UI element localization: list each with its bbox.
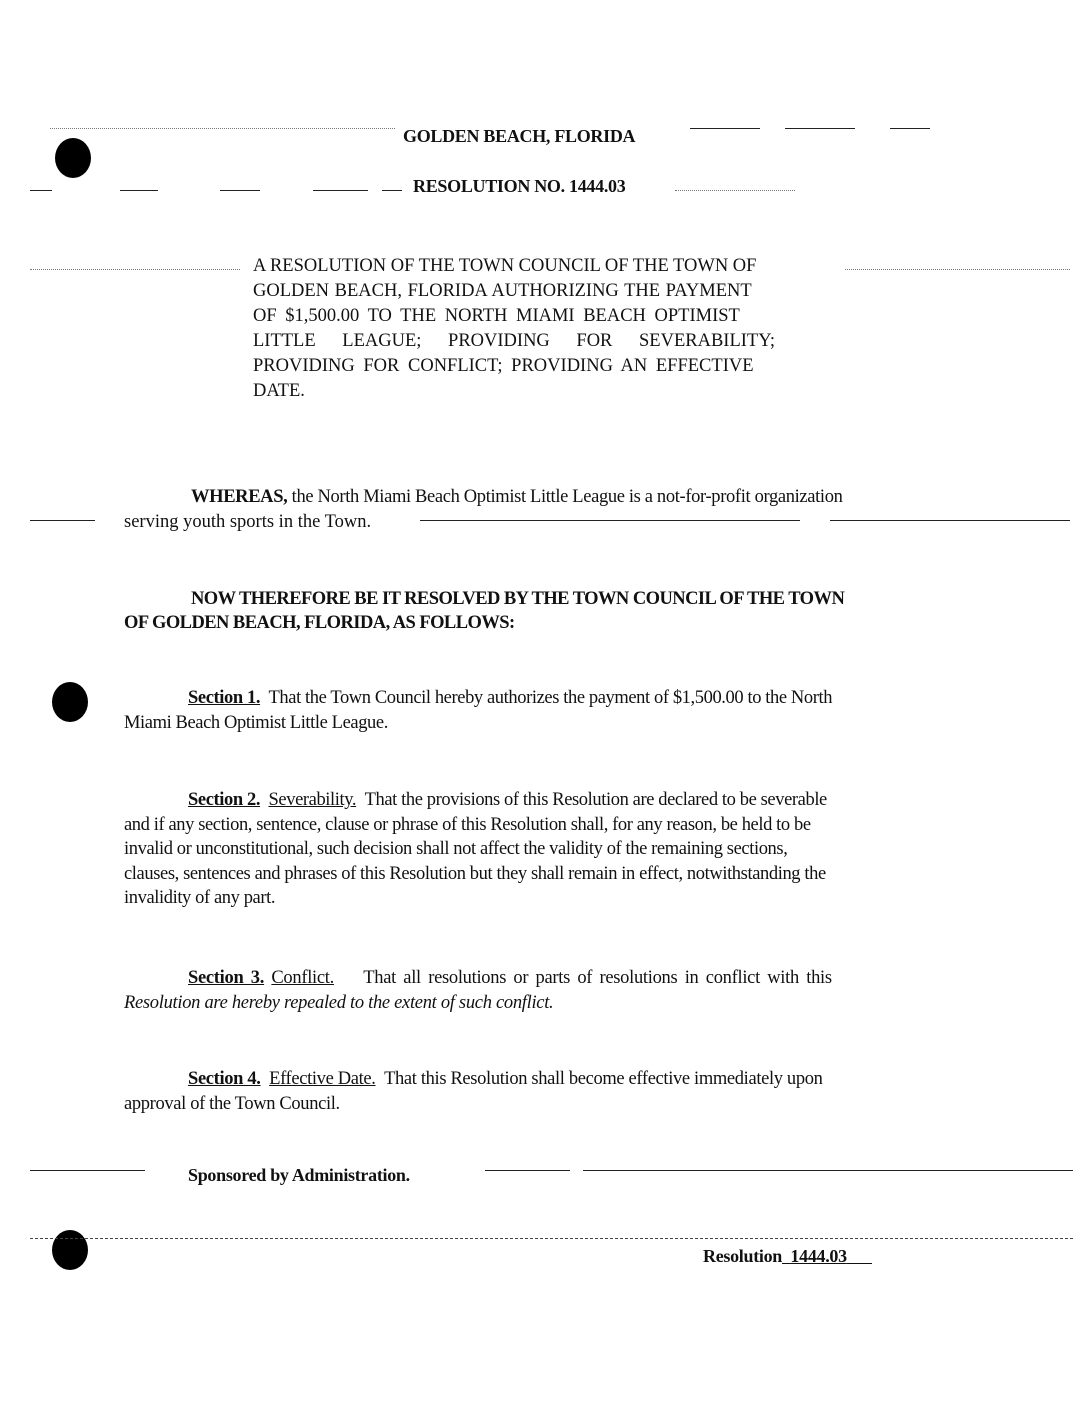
caption-line: GOLDEN BEACH, FLORIDA AUTHORIZING THE PAYMENT: [253, 281, 752, 301]
scan-line: [690, 128, 760, 129]
section-label: Section 3.: [188, 968, 265, 988]
scan-line: [30, 1238, 1073, 1239]
punch-hole-middle: [52, 682, 88, 722]
section-2: [124, 788, 969, 911]
scan-line: [30, 520, 95, 521]
whereas-label: WHEREAS,: [191, 487, 288, 507]
scan-line: [220, 190, 260, 191]
caption-line: PROVIDING FOR CONFLICT; PROVIDING AN EFFECTIVE: [253, 356, 754, 376]
footer-resolution: [703, 1246, 872, 1267]
resolution-caption: [253, 254, 837, 404]
section-label: Section 1.: [188, 688, 261, 708]
scan-line: [50, 128, 395, 129]
resolved-line: OF GOLDEN BEACH, FLORIDA, AS FOLLOWS:: [124, 613, 515, 633]
scan-line: [382, 190, 402, 191]
footer-label: Resolution: [703, 1246, 783, 1266]
resolved-line: NOW THEREFORE BE IT RESOLVED BY THE TOWN COUNCIL OF THE TOWN: [191, 589, 845, 609]
scan-line: [120, 190, 158, 191]
resolved-clause: [124, 587, 969, 635]
punch-hole-top: [55, 138, 91, 178]
caption-line: OF $1,500.00 TO THE NORTH MIAMI BEACH OPTIMIST: [253, 306, 740, 326]
caption-line: A RESOLUTION OF THE TOWN COUNCIL OF THE TOWN OF: [253, 256, 757, 276]
whereas-text: the North Miami Beach Optimist Little League is a not-for-profit organization: [287, 487, 843, 507]
section-title: Effective Date.: [269, 1069, 376, 1089]
section-title: Conflict.: [271, 968, 334, 988]
resolution-number-heading: RESOLUTION NO. 1444.03: [413, 176, 626, 196]
scan-line: [30, 269, 240, 270]
section-text: That all resolutions or parts of resolutions in conflict with this: [363, 968, 832, 988]
scan-line: [675, 190, 795, 191]
section-label: Section 2.: [188, 790, 261, 810]
section-3: [124, 966, 969, 1015]
town-heading: GOLDEN BEACH, FLORIDA: [403, 126, 636, 146]
scan-line: [890, 128, 930, 129]
section-text: invalidity of any part.: [124, 888, 276, 908]
footer-number: 1444.03: [790, 1246, 847, 1266]
section-text: Resolution are hereby repealed to the extent of such conflict.: [124, 992, 554, 1013]
scan-line: [583, 1170, 1073, 1171]
sponsor-line: Sponsored by Administration.: [188, 1165, 410, 1185]
section-1: [124, 686, 969, 735]
section-title: Severability.: [268, 790, 357, 810]
section-label: Section 4.: [188, 1069, 261, 1089]
section-text: and if any section, sentence, clause or phrase of this Resolution shall, for any reason, be held to be: [124, 814, 811, 835]
section-text: That this Resolution shall become effective immediately upon: [384, 1069, 823, 1089]
scan-line: [313, 190, 368, 191]
scan-line: [785, 128, 855, 129]
section-text: invalid or unconstitutional, such decision shall not affect the validity of the remaining sections,: [124, 839, 788, 859]
section-text: approval of the Town Council.: [124, 1093, 340, 1114]
scan-line: [30, 1170, 145, 1171]
scan-line: [845, 269, 1070, 270]
caption-line: DATE.: [253, 381, 305, 401]
whereas-clause: [124, 485, 969, 534]
scan-line: [30, 190, 52, 191]
section-text: That the Town Council hereby authorizes the payment of $1,500.00 to the North: [268, 688, 833, 708]
section-text: That the provisions of this Resolution are declared to be severable: [364, 790, 827, 810]
section-text: Miami Beach Optimist Little League.: [124, 712, 388, 733]
punch-hole-bottom: [52, 1230, 88, 1270]
scan-line: [485, 1170, 570, 1171]
section-4: [124, 1067, 969, 1116]
whereas-text: serving youth sports in the Town.: [124, 511, 372, 532]
section-text: clauses, sentences and phrases of this Resolution but they shall remain in effect, notwithstanding the: [124, 863, 826, 884]
caption-line: LITTLE LEAGUE; PROVIDING FOR SEVERABILITY;: [253, 331, 776, 351]
